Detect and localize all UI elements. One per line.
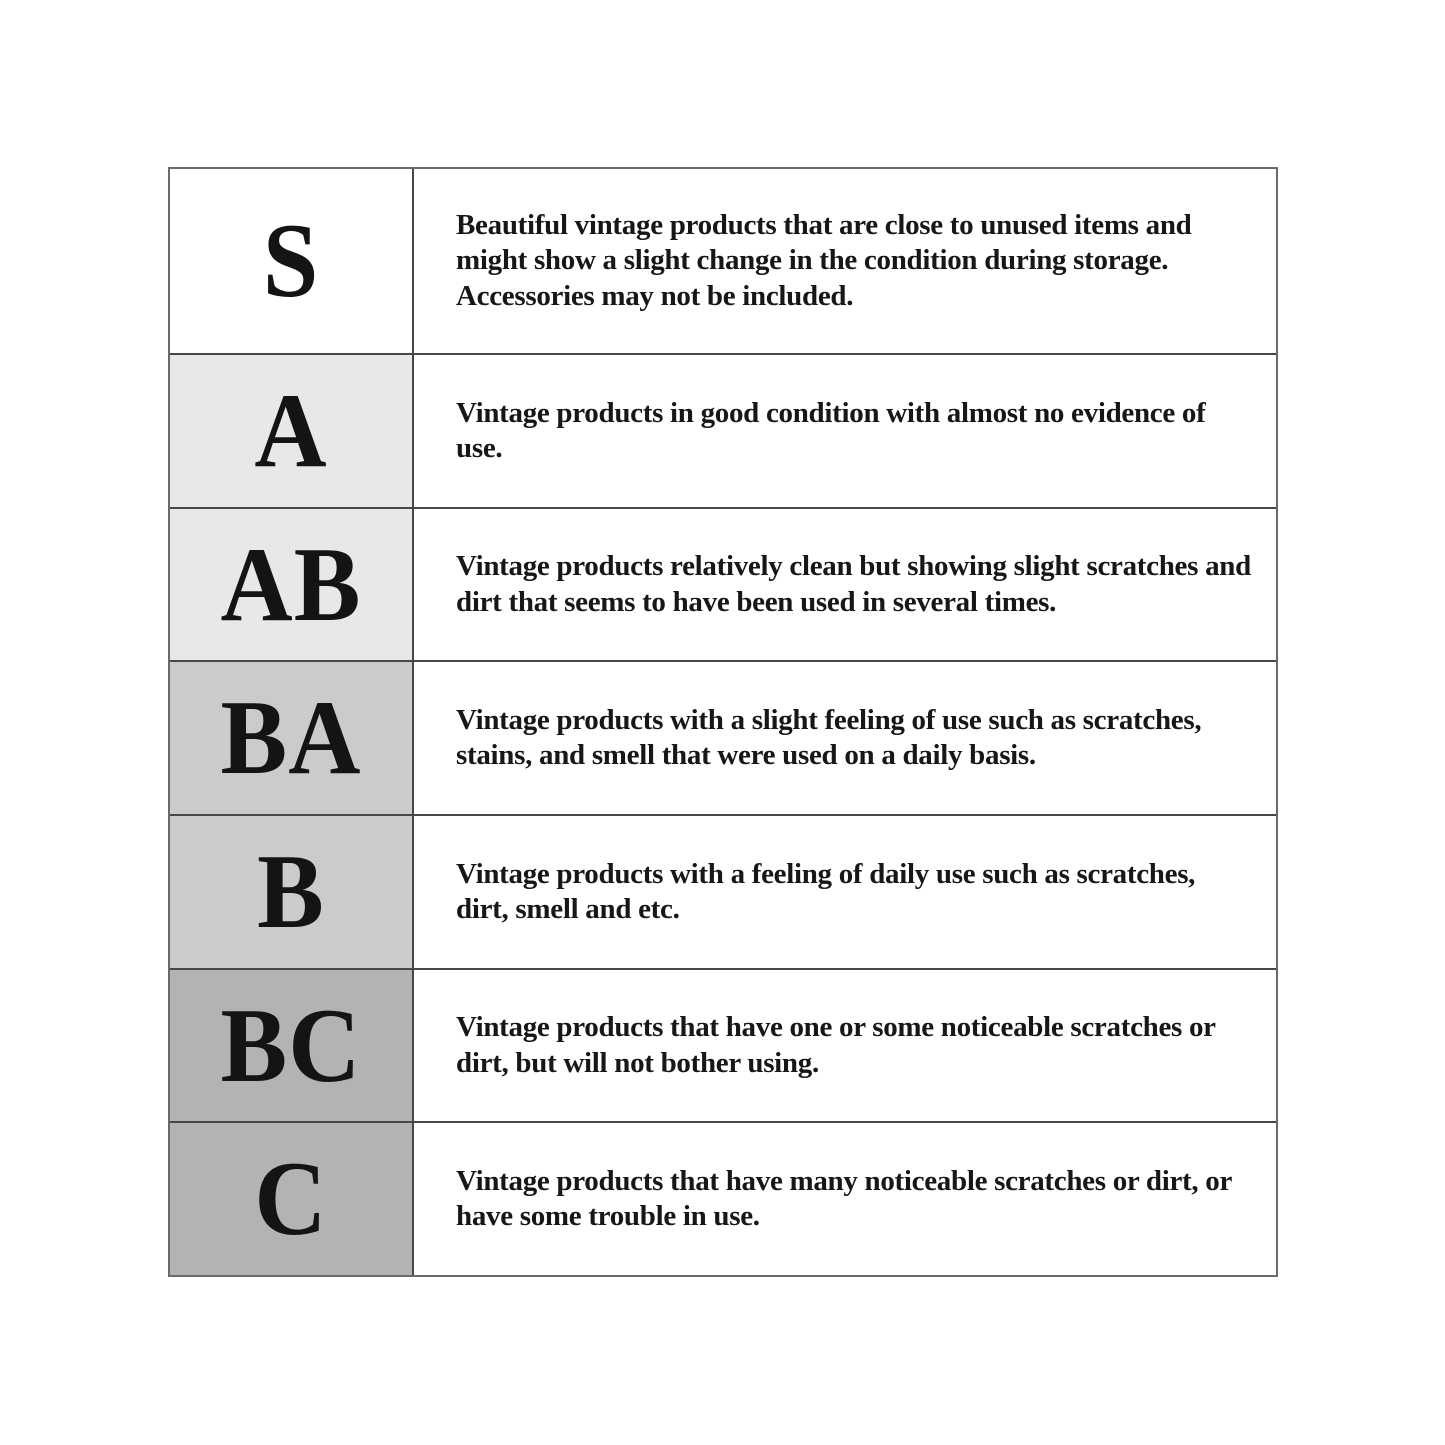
grade-description-cell: [414, 660, 1276, 814]
grade-cell: [170, 353, 414, 507]
grade-description-cell: [414, 814, 1276, 968]
grade-letter: AB: [220, 525, 362, 643]
grade-description: Vintage products that have one or some noticeable scratches or dirt, but will not bother using.: [456, 1011, 1216, 1079]
grade-description-cell: [414, 353, 1276, 507]
grade-description-cell: [414, 1121, 1276, 1275]
grade-description: Vintage products with a slight feeling of use such as scratches, stains, and smell that were used on a daily basis.: [456, 703, 1202, 772]
grade-description: Vintage products that have many noticeable scratches or dirt, or have some trouble in use.: [456, 1164, 1232, 1233]
grade-cell: [170, 507, 414, 661]
grade-cell: [170, 814, 414, 968]
grade-letter: S: [262, 201, 320, 320]
grade-letter: BA: [220, 678, 362, 797]
grade-letter: BC: [220, 986, 362, 1104]
grade-description: Beautiful vintage products that are close to unused items and might show a slight change in the condition during storage. Accessories may not be included.: [456, 209, 1192, 312]
grade-description-cell: [414, 968, 1276, 1122]
grade-letter: C: [254, 1139, 328, 1258]
grade-cell: [170, 660, 414, 814]
grade-cell: [170, 968, 414, 1122]
grade-description-cell: [414, 507, 1276, 661]
grade-description: Vintage products with a feeling of daily use such as scratches, dirt, smell and etc.: [456, 857, 1196, 925]
grade-letter: A: [254, 371, 328, 490]
grade-cell: [170, 1121, 414, 1275]
condition-grade-table: [168, 167, 1278, 1277]
grade-description-cell: [414, 169, 1276, 353]
grade-letter: B: [257, 832, 325, 951]
grade-cell: [170, 169, 414, 353]
grade-description: Vintage products relatively clean but showing slight scratches and dirt that seems to have been used in several times.: [456, 550, 1251, 618]
grade-description: Vintage products in good condition with almost no evidence of use.: [456, 396, 1206, 464]
